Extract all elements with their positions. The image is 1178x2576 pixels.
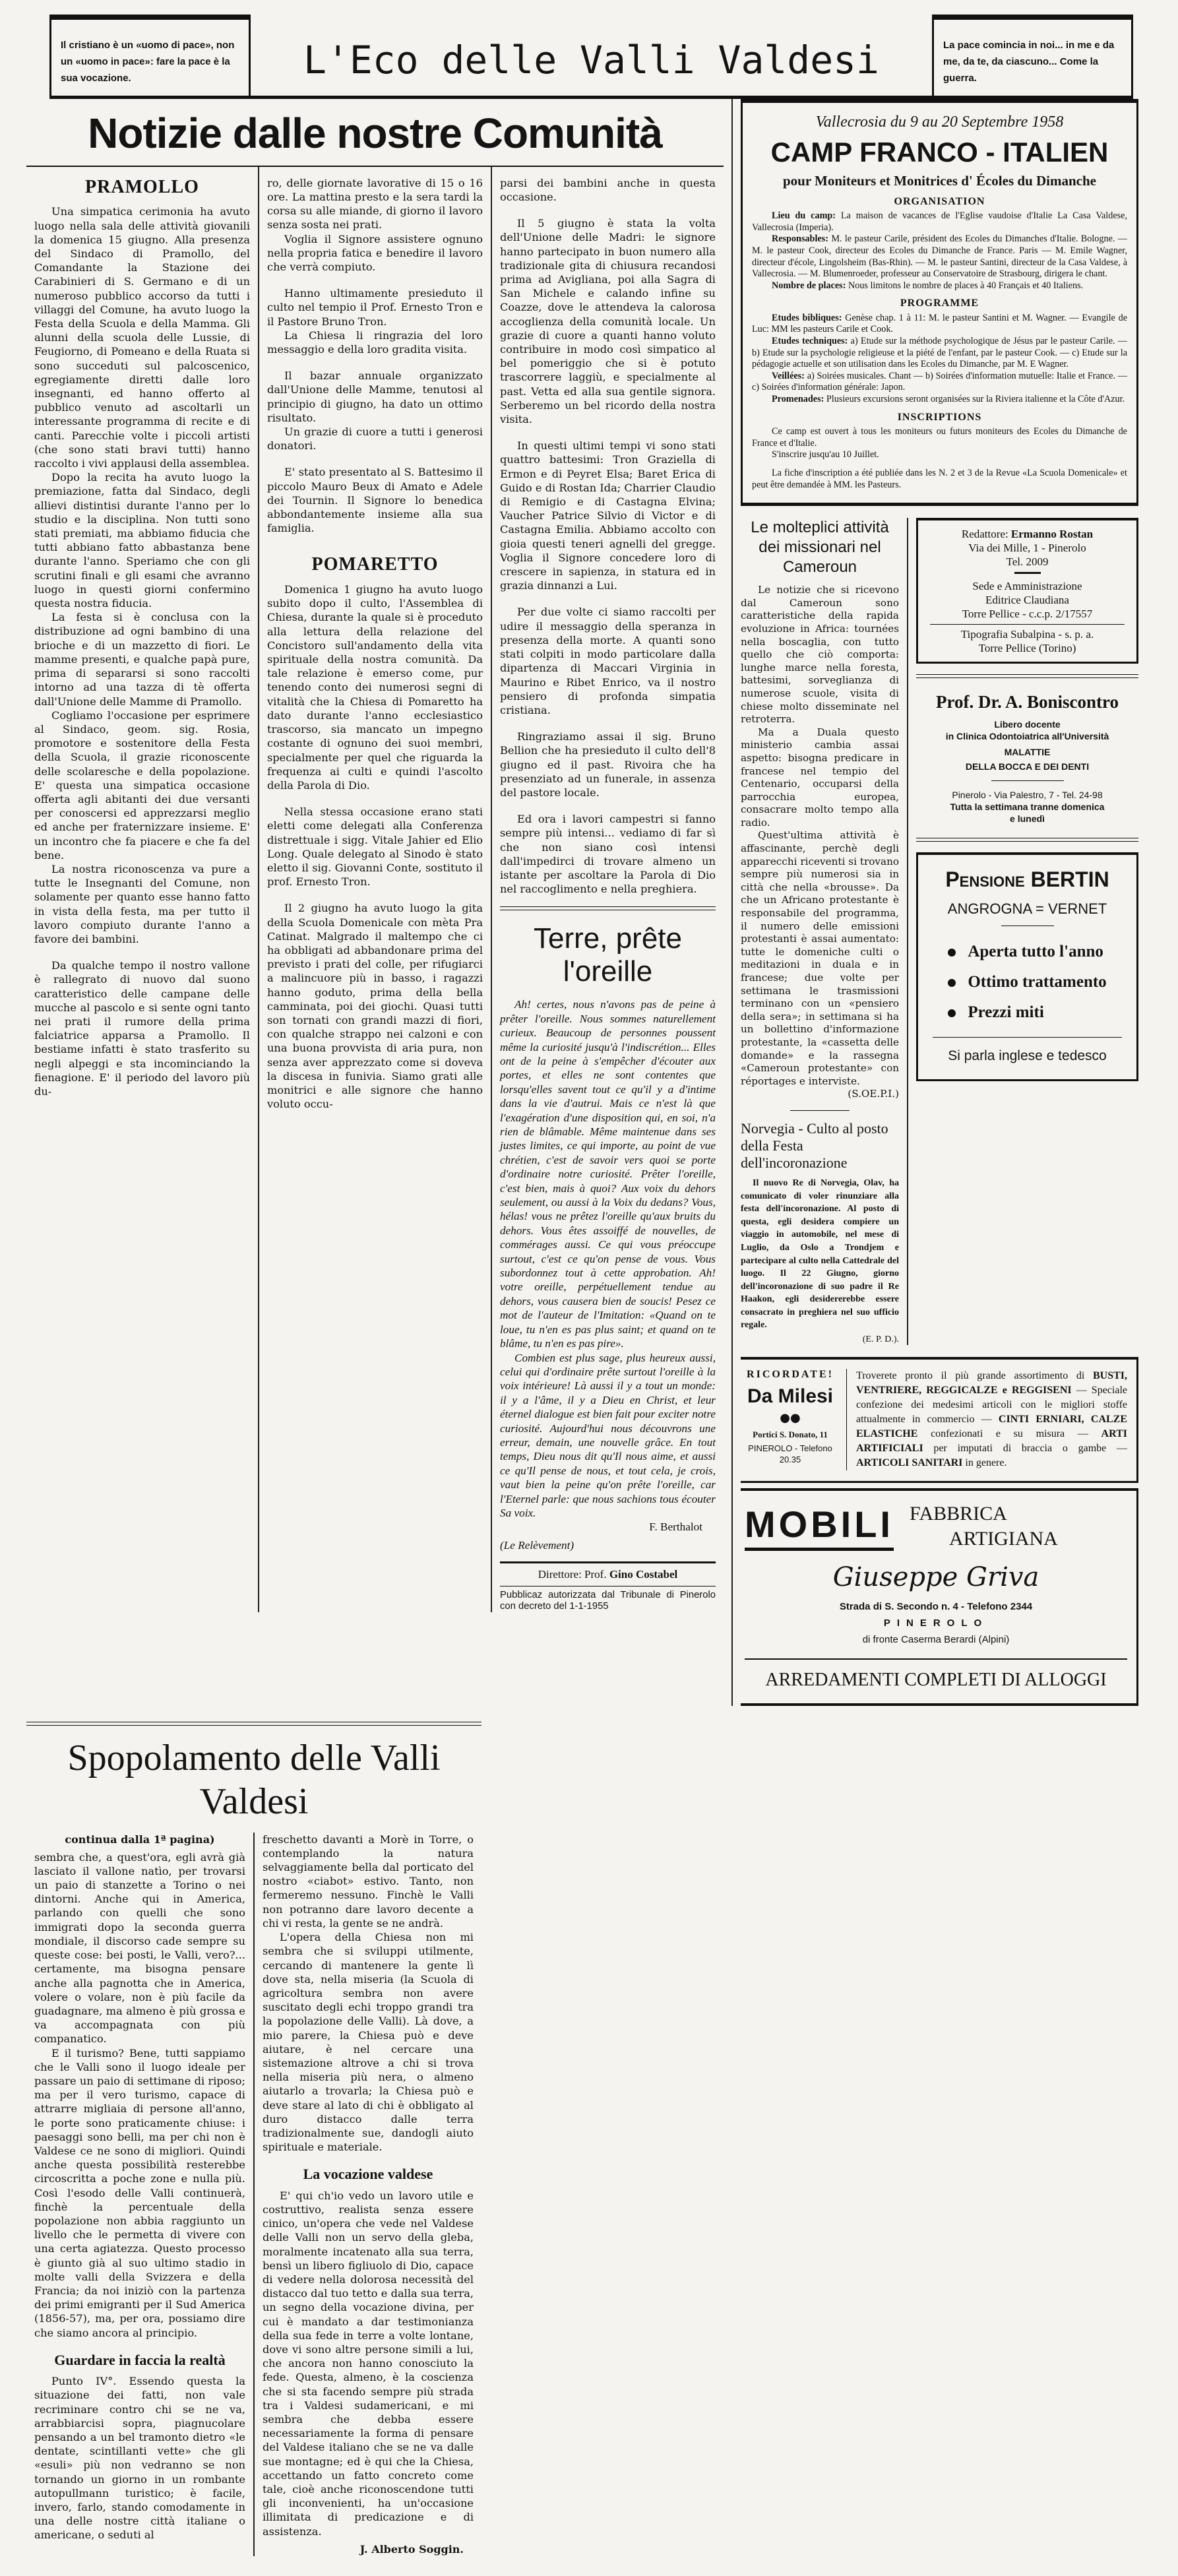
terre-title — [500, 922, 716, 988]
boniscontro-line-4: DELLA BOCCA E DEI DENTI — [965, 761, 1090, 772]
bertin-place: ANGROGNA = VERNET — [947, 900, 1107, 917]
pramollo-continued — [258, 167, 491, 1612]
spopolamento-section — [26, 1722, 724, 2556]
mobili-landmark: di fronte Caserma Berardi (Alpini) — [862, 1634, 1010, 1646]
redazione-editrice: Editrice Claudiana — [985, 594, 1069, 607]
milesi-name: Da Milesi — [747, 1385, 834, 1408]
camp-item-label: Nombre de places: — [772, 280, 846, 291]
camp-item — [752, 394, 1127, 406]
camp-item — [752, 336, 1127, 371]
milesi-product: ARTICOLI SANITARI — [856, 1457, 963, 1469]
paragraph: ro, delle giornate lavorative di 15 o 16 ore. La mattina presto e la sera tardi la corsa su alle miande, di giorno il lavoro senza sosta nei prati. — [267, 176, 483, 232]
paragraph: Un grazie di cuore a tutti i generosi donatori. — [267, 425, 483, 453]
legal-notice: Pubblicaz autorizzata dal Tribunale di Pinerolo con decreto del 1-1-1955 — [500, 1590, 716, 1612]
milesi-text: in genere. — [962, 1457, 1007, 1469]
spopolamento-col1 — [26, 1833, 253, 2556]
community-news-columns — [26, 167, 724, 1612]
redazione-tipografia-city: Torre Pellice (Torino) — [978, 642, 1076, 655]
masthead-left-quote: Il cristiano è un «uomo di pace», non un «uomo in pace»: fare la pace è la sua vocazione. — [61, 40, 235, 84]
cameroun-norvegia-column — [741, 518, 908, 1345]
ornament-dots: ●● — [780, 1411, 801, 1426]
paragraph: Dopo la recita ha avuto luogo la premiazione, fatta dal Sindaco, degli allievi distintisi durante l'anno per lo studio e la disciplina. Non tutti sono stati premiati, ma abbiamo fiducia che tutti abbiano fatto abbastanza bene durante l'anno. Speriamo che con gli scrutini finali e gli esami che avranno luogo in questi giorni confermino questa nostra fiducia. — [34, 471, 250, 610]
bullet-icon — [948, 1009, 956, 1017]
paragraph: Ringraziamo assai il sig. Bruno Bellion che ha presieduto il culto dell'8 giugno ed il past. Rivoira che ha presenziato ad un funerale, in assenza del pastore locale. — [500, 730, 716, 799]
divider — [933, 1037, 1122, 1038]
terre-title-line-2: l'oreille — [563, 955, 653, 988]
camp-box — [741, 99, 1138, 506]
spopolamento-col2 — [253, 1833, 481, 2556]
section-heading-pramollo: PRAMOLLO — [85, 176, 199, 197]
divider — [745, 1658, 1127, 1660]
bertin-feature — [948, 937, 1106, 967]
redattore-label: Redattore: — [961, 528, 1008, 541]
camp-details — [752, 196, 1127, 491]
paragraph: Combien est plus sage, plus heureux aussi, celui qui d'ordinaire prête surtout l'oreille à la voix intérieure! Là aussi il y a tout un monde: il y a l'âme, il y a Dieu en Christ, et leur éternel dialogue est bien fait pour exciter notre curiosité. Aujourd'hui nous découvrons une erreur, demain, une nouvelle grâce. En tout temps, Dieu nous dit qu'Il nous aime, et aussi ce qu'Il pense de nous, et tout cela, je crois, vaut bien la peine qu'on prête l'oreille, car l'Eternel parle: que nous sachions tous écouter Sa voix. — [500, 1351, 716, 1519]
camp-item — [752, 313, 1127, 336]
bertin-features — [948, 937, 1106, 1028]
paragraph: Voglia il Signore assistere ognuno nella propria fatica e benedire il lavoro che verrà compiuto. — [267, 232, 483, 274]
short-rule — [790, 1110, 850, 1111]
boniscontro-address: Pinerolo - Via Palestro, 7 - Tel. 24-98 — [952, 789, 1103, 800]
camp-item-text: Plusieurs excursions seront organisées sur la Riviera italienne et la Côte d'Azur. — [824, 394, 1125, 405]
paragraph: Hanno ultimamente presieduto il culto nel tempio il Prof. Ernesto Tron e il Pastore Bruno Tron. — [267, 287, 483, 328]
divider — [991, 780, 1064, 781]
terre-source: (Le Relèvement) — [500, 1538, 574, 1552]
mobili-tag-1: FABBRICA — [909, 1503, 1007, 1525]
milesi-product: CINTI ERNIARI, CALZE ELASTICHE — [856, 1414, 1128, 1440]
bertin-name-b: BERTIN — [1030, 867, 1109, 891]
camp-item — [752, 371, 1127, 394]
bertin-feature-text: Ottimo trattamento — [968, 972, 1107, 991]
camp-item-label: Lieu du camp: — [772, 210, 836, 222]
spopolamento-title: Spopolamento delle Valli Valdesi — [67, 1737, 441, 1822]
divider — [930, 624, 1125, 625]
paragraph: La Chiesa li ringrazia del loro messaggio e della loro gradita visita. — [267, 329, 483, 356]
mobili-ad-box — [741, 1488, 1138, 1706]
paragraph: L'opera della Chiesa non mi sembra che si sviluppi utilmente, cercando di mantenere la gente lì dove sta, nella miseria (la Scuola di agricoltura sembra non avere suscitato degli echi troppo grandi tra la popolazione delle Valli). Là dove, a mio parere, la Chiesa può e deve aiutare, è nel cercare una sistemazione altrove a chi si trova nella miseria più nera, o almeno aiutarlo a trovarla; la Chiesa può e deve stare al lato di chi è obbligato al duro distacco dalle terra tradizionalmente sue, dandogli aiuto spirituale e materiale. — [263, 1931, 474, 2154]
norvegia-source: (E. P. D.). — [862, 1335, 899, 1345]
mobili-tag-2: ARTIGIANA — [948, 1528, 1058, 1550]
paragraph: La nostra riconoscenza va pure a tutte le Insegnanti del Comune, non solamente per quanto esse hanno fatto in vista della festa, ma per tutto il lavoro compiuto durante l'anno a favore dei bambini. — [34, 862, 250, 945]
paragraph: parsi dei bambini anche in questa occasione. — [500, 176, 716, 203]
cameroun-title — [741, 518, 899, 577]
paragraph: Ed ora i lavori campestri si fanno sempre più intensi... vediamo di far sì che non siano così intensi dall'impedirci di trovare almeno un istante per ascoltare la Parola di Dio nel raccoglimento e nella preghiera. — [500, 813, 716, 896]
redattore-name: Ermanno Rostan — [1010, 528, 1094, 541]
milesi-left — [741, 1369, 847, 1470]
spopolamento-author: J. Alberto Soggin. — [359, 2542, 464, 2556]
camp-subtitle: pour Moniteurs et Monitrices d' Écoles du Dimanche — [782, 173, 1096, 189]
redazione-address: Via dei Mille, 1 - Pinerolo — [968, 542, 1086, 555]
paragraph: Da qualche tempo il nostro vallone è rallegrato di nuovo dal suono caratteristico delle campane delle mucche al pascolo e si sente ogni tanto nei prati il rumore della prima falciatrice apparsa a Pramollo. Il bestiame infatti è stato trasferito su negli alpeggi e sta incominciando la fienagione. E' il periodo del lavoro più du- — [34, 959, 250, 1098]
boniscontro-hours-2: e lunedì — [1010, 813, 1045, 824]
paragraph: La fiche d'inscription a été publiée dans les N. 2 et 3 de la Revue «La Scuola Domenicale» et peut être demandée à MM. les Pasteurs. — [752, 468, 1127, 490]
masthead-right-quote-box — [932, 15, 1133, 96]
milesi-city-phone: PINEROLO - Telefono 20.35 — [748, 1443, 832, 1465]
double-rule — [916, 838, 1138, 842]
boniscontro-line-2: in Clinica Odontoiatrica all'Università — [945, 730, 1109, 741]
newspaper-title: L'Eco delle Valli Valdesi — [303, 38, 879, 82]
paragraph: E' stato presentato al S. Battesimo il piccolo Mauro Beux di Amato e Adele dei Tournin. Il Signore lo benedica abbondantemente insieme alla sua famiglia. — [267, 466, 483, 535]
boniscontro-hours-1: Tutta la settimana tranne domenica — [950, 801, 1105, 812]
camp-item-text: La maison de vacances de l'Eglise vaudoise d'Italie La Casa Valdese, Vallecrosia (Imperia). — [752, 210, 1128, 233]
bullet-icon — [948, 949, 956, 957]
double-rule — [500, 906, 716, 910]
paragraph: Per due volte ci siamo raccolti per udire il messaggio della speranza in presenza della morte. A quanti sono stati colpiti in modo particolare dalla dipartenza di Maccari Virginia in Maurino e Ribet Enrico, va il nostro pensiero di profonda simpatia cristiana. — [500, 606, 716, 716]
paragraph: Ce camp est ouvert à tous les moniteurs ou futurs moniteurs des Ecoles du Dimanche de France et d'Italie. — [752, 426, 1127, 449]
camp-item-text: a) Etude sur la méthode psychologique de Jésus par le pasteur Carile. — b) Etude sur la psychologie religieuse et la piété de l'enfant, par le pasteur Cook. — c) Etude sur la pédagogie actuelle et son utilisation dans les Ecoles du Dimanche, par M. E Wagner. — [752, 336, 1127, 370]
mobili-slogan: ARREDAMENTI COMPLETI DI ALLOGGI — [765, 1670, 1107, 1691]
terre-article — [500, 997, 716, 1552]
masthead-right-quote: La pace comincia in noi... in me e da me, da te, da ciascuno... Come la guerra. — [943, 40, 1115, 84]
paragraph: Ah! certes, nous n'avons pas de peine à prêter l'oreille. Nous sommes naturellement curieux. Beaucoup de personnes poussent même la curiosité jusqu'à l'indiscrétion... Elles ont de la peine à s'empêcher d'écouter aux portes, et elles ne sont contentes que lorsqu'elles savent tout ce qu'il y a d'intime dans la vie d'autrui. Mais ce n'est là que l'exagération d'une disposition qui, en soi, n'a rien de blâmable. Même maintenue dans ses justes limites, ce qui importe, au point de vue chrétien, c'est de savoir vers quoi se porte d'ordinaire notre curiosité. Prêter l'oreille, c'est bien, mais à quoi? Aux voix du dehors seulement, ou aussi à la Voix du dedans? Vous, hélas! vous ne prêtez l'oreille qu'aux bruits du dehors. Vous êtes assoiffé de nouvelles, de commérages aussi. Ce qui vous préoccupe surtout, c'est ce qu'on pense de vous. Vous subordonnez tout à cette approbation. Ah! votre oreille, perpétuellement tendue au dehors, vous causera bien de soucis! Pesez ce mot de l'auteur de l'Imitation: «Quand on te loue, tu n'en es pas plus saint; et quand on te blâme, tu n'en es pas pire». — [500, 998, 716, 1350]
camp-item-label: Veillées: — [772, 370, 805, 381]
mobili-tags — [910, 1501, 1058, 1552]
paragraph: Quest'ultima attività è affascinante, perchè degli apparecchi riceventi si trovano sempre più numerosi sia in città che nella «brousse». Da che un Africano protestante è responsabile del programma, il numero delle emissioni protestanti è assai aumentato: tutte le domeniche culti o meditazioni in duala e in francese; due volte per settimana le trasmissioni terminano con un «pensiero della sera»; in settimana si ha un bollettino d'informazione protestante, la «cassetta delle domande» e la rassegna «Cameroun protestante» con réportages e interviste. — [741, 829, 899, 1087]
milesi-text: per imputati di braccia o gambe — — [923, 1443, 1127, 1455]
milesi-kicker: RICORDATE! — [747, 1369, 834, 1381]
direttore-label: Direttore: Prof. — [538, 1568, 607, 1581]
left-zone — [26, 99, 724, 1612]
subheading-guardare: Guardare in faccia la realtà — [54, 2351, 226, 2368]
boniscontro-ad — [916, 689, 1138, 827]
terre-title-line-1: Terre, prête — [534, 922, 682, 955]
spopolamento-columns — [26, 1833, 481, 2556]
right-columns — [741, 518, 1138, 1345]
redazione-sede: Sede e Amministrazione — [972, 580, 1082, 593]
mobili-owner-signature: Giuseppe Griva — [832, 1562, 1039, 1593]
redazione-tipografia: Tipografia Subalpina - s. p. a. — [960, 628, 1094, 641]
bertin-feature — [948, 997, 1106, 1028]
right-zone — [731, 99, 1138, 1706]
boniscontro-line-3: MALATTIE — [1004, 746, 1051, 757]
bertin-feature-text: Aperta tutto l'anno — [968, 942, 1103, 960]
milesi-text: — Speciale confezione dei medesimi articoli con le migliori stoffe attualmente in commercio — — [856, 1385, 1127, 1426]
bertin-name — [926, 867, 1129, 892]
subheading-vocazione: La vocazione valdese — [303, 2166, 433, 2183]
norvegia-title: Norvegia - Culto al posto della Festa dell'incoronazione — [741, 1119, 888, 1171]
bertin-box — [916, 852, 1138, 1081]
camp-title: CAMP FRANCO - ITALIEN — [770, 137, 1109, 168]
direttore-line — [500, 1563, 716, 1586]
milesi-text: Troverete pronto il più grande assortimento di — [856, 1370, 1093, 1382]
bullet-icon — [948, 979, 956, 987]
paragraph: Ma a Duala questo ministerio cambia assai aspetto: bisogna predicare in francese nel tempio del Centenario, occuparsi della parrocchia europea, consacrare molto tempo alla radio. — [741, 726, 899, 829]
boniscontro-line-1: Libero docente — [994, 718, 1061, 730]
main-headline: Notizie dalle nostre Comunità — [26, 99, 724, 167]
camp-item — [752, 280, 1127, 292]
inscriptions-heading: INSCRIPTIONS — [897, 411, 982, 423]
cameroun-title-line-2: dei missionari nel Cameroun — [759, 538, 881, 577]
bertin-feature-text: Prezzi miti — [968, 1003, 1044, 1021]
paragraph: Il 5 giugno è stata la volta dell'Unione delle Madri: le signore hanno partecipato in buon numero alla tradizionale gita di chiusura recandosi prima ad Avigliana, poi alla Sagra di San Michele e calando infine su Coazze, dove le attendeva la calorosa accoglienza della comunità locale. Un grazie di cuore a quanti hanno voluto contribuire in modo così simpatico al bel pomeriggio che si è potuto trascorrere laggiù, e specialmente al past. Vetta ed alla sua gentile signora. Serberemo un bel ricordo della nostra visita. — [500, 217, 716, 426]
double-rule — [26, 1722, 481, 1726]
cameroun-source: (S.OE.P.I.) — [848, 1088, 899, 1100]
bertin-languages: Si parla inglese e tedesco — [948, 1048, 1107, 1063]
norvegia-text: Il nuovo Re di Norvegia, Olav, ha comunicato di voler rinunziare alla festa dell'incoronazione. Al posto di questa, egli desidera compiere un viaggio in automobile, nel mese di Luglio, da Oslo a Trondjem e partecipare al culto nella Cattedrale del luogo. Il 22 Giugno, giorno dell'incoronazione di suo padre il Re Haakon, egli desidererebbe essere consacrato in preghiera nel suo ufficio regale. — [741, 1178, 899, 1331]
milesi-body — [847, 1369, 1127, 1470]
terre-author: F. Berthalot — [649, 1521, 702, 1534]
double-rule — [916, 674, 1138, 678]
pomaretto-and-terre-column — [491, 167, 724, 1612]
paragraph: Una simpatica cerimonia ha avuto luogo nella sala delle attività giovanili la domenica 15 giugno. Alla presenza del Sindaco di Pramollo, del Comandante la Stazione dei Carabinieri di S. Germano e di un numeroso pubblico accorso da tutti i villaggi del Comune, ha avuto luogo la Festa della Scuola e della Mamma. Gli alunni della scuola delle Lussie, di Feugiorno, di Pomeano e della Ruata si sono succeduti sul palcoscenico, egregiamente diretti dalle loro insegnanti, ed hanno offerto al pubblico venuto ad ascoltarli un interessante programma di recite e di canti. Parecchie volte i piccoli artisti (che sono stati bravi tutti) hanno raccolto i vivi applausi della assemblea. — [34, 205, 250, 470]
direttore-name: Gino Costabel — [609, 1568, 678, 1581]
ornament-dash — [1014, 572, 1041, 574]
paragraph: S'inscrire jusqu'au 10 Juillet. — [772, 449, 879, 460]
redazione-box — [916, 518, 1138, 664]
mobili-header — [745, 1501, 1127, 1552]
paragraph: La festa si è conclusa con la distribuzione ad ogni bambino di una brioche e di un mazzetto di fiori. Le mamme presenti, e qualche papà pure, prima di separarsi si sono raccolti intorno ad una tazza di tè offerta dall'Unione delle Mamme di Pramollo. — [34, 611, 250, 708]
pomaretto-continued — [500, 176, 716, 896]
masthead-left-quote-box — [49, 15, 251, 96]
milesi-product: ARTI ARTIFICIALI — [856, 1428, 1127, 1455]
redazione-tel: Tel. 2009 — [1006, 555, 1049, 569]
boniscontro-name: Prof. Dr. A. Boniscontro — [935, 692, 1119, 712]
paragraph: E il turismo? Bene, tutti sappiamo che le Valli sono il luogo ideale per passare un paio di settimane di riposo; ma per il vero turismo, capace di attrarre migliaia di persone all'anno, le porte sono praticamente chiuse: i paesaggi sono belli, ma per chi non è Valdese ce ne sono di migliori. Quindi anche questa possibilità resterebbe circoscritta a poche zone e nulla più. Così l'esodo delle Valli continuerà, finchè la percentuale della popolazione non abbia raggiunto un livello che le permetta di vivere con una certa agiatezza. Questo processo è giunto già al suo ultimo stadio in molte valli della Svizzera e della Francia; da noi iniziò con la partenza dei primi emigranti per il Sud America (1856-57), ma, per ora, possiamo dire che siamo ancora al principio. — [34, 2046, 245, 2339]
camp-dateline: Vallecrosia du 9 au 20 Septembre 1958 — [815, 113, 1064, 131]
camp-item-text: Nous limitons le nombre de places à 40 Français et 40 Italiens. — [846, 280, 1084, 291]
paragraph: Punto IV°. Essendo questa la situazione dei fatti, non vale recriminare contro chi se ne va, arrabbiarcisi sopra, piagnucolare pensando a un bel tramonto dietro «le dentate, scintillanti vette» che gli «esuli» più non vedranno se non tornando un giorno in un rombante autopullmann turistico; è facile, invero, farlo, stando comodamente in una delle nostre città italiane o americane, o seduti al — [34, 2375, 245, 2542]
organisation-heading: ORGANISATION — [894, 195, 985, 207]
paragraph: Nella stessa occasione erano stati eletti come delegati alla Conferenza distrettuale i sigg. Vitale Jahier ed Elio Long. Quale delegato al Sinodo è stato eletto il sig. Giovanni Conte, sostituto il prof. Ernesto Tron. — [267, 805, 483, 889]
paragraph: sembra che, a quest'ora, egli avrà già lasciato il vallone natìo, per trovarsi un paio di stanzette a Torino o nei dintorni. Anche qui in America, parlando con quelli che sono immigrati dopo la seconda guerra mondiale, il discorso cade sempre su queste cose: bei posti, le Valli, vero?... certamente, ma bisogna pensare anche alla pagnotta che in America, volere o volare, non è più facile da guadagnare, ma almeno è più grossa e va accompagnata con più companatico. — [34, 1850, 245, 2046]
camp-item-text: Genèse chap. 1 à 11: M. le pasteur Santini et M. Wagner. — Evangile de Luc: MM les pasteurs Carile et Cook. — [752, 312, 1127, 335]
milesi-address: Portici S. Donato, 11 — [753, 1429, 828, 1440]
camp-item-text: M. le pasteur Carile, président des Ecoles du Dimanches d'Italie. Bologne. — M. le pasteur Cook, directeur des Ecoles du Dimanche de France. Paris — M. Emile Wagner, directeur d'école, Lingolsheim (Bas-Rhin). — M. le pasteur Santini, directeur de la Casa Valdese, à Vallecrosia. — M. Blumenroeder, professeur au Conservatoire de Strasbourg, dirigera le chant. — [752, 234, 1127, 280]
redattore-line — [923, 527, 1131, 541]
programme-heading: PROGRAMME — [900, 298, 979, 309]
camp-item-text: a) Soirées musicales. Chant — b) Soirées d'information mutuelle: Italie et France. — c) Soirées d'information générale: Japon. — [752, 370, 1127, 393]
camp-item-label: Promenades: — [772, 394, 824, 405]
cameroun-article — [741, 584, 899, 1101]
redazione-ccp: Torre Pellice - c.c.p. 2/17557 — [962, 608, 1093, 621]
paragraph: E' qui ch'io vedo un lavoro utile e costruttivo, realista senza essere cinico, un'opera che vede nel Valdese delle Valli non un servo della gleba, moralmente incatenato alla sua terra, bensì un libero figliuolo di Dio, capace di vedere nella dolorosa necessità del distacco dal tuo tetto e dalla sua terra, un segno della vocazione divina, per cui è mandato a dar testimonianza della sua fede in terre a volte lontane, dove vi sono altre persone simili a lui, che ancora non hanno conosciuto la fede. Questa, almeno, è la coscienza che si sta facendo sempre più strada tra i Valdesi sudamericani, e mi sembra che debba essere necessariamente la forma di pensare del Valdese italiano che se ne va dalle sue montagne; ed è qui che la Chiesa, accettando un fatto concreto come tale, cioè anche riconoscendone tutti gli inconvenienti, ha un'occasione illimitata di predicazione e di assistenza. — [263, 2189, 474, 2538]
continued-note: continua dalla 1ª pagina) — [65, 1833, 215, 1846]
paragraph: freschetto davanti a Morè in Torre, o contemplando la natura selvaggiamente bella dal porticato del nostro «ciabot» estivo. Tanto, non fermeremo nessuno. Finchè le Valli non potranno dare lavoro decente a chi vi resta, la gente se ne andrà. — [263, 1833, 474, 1930]
camp-item — [752, 234, 1127, 280]
mobili-brand: MOBILI — [745, 1501, 894, 1551]
camp-item-label: Etudes techniques: — [772, 336, 848, 347]
paragraph: Le notizie che si ricevono dal Cameroun sono caratteristiche della rapida evoluzione in Africa: tournées nella boscaglia, con tutto quello che ciò comporta: lunghe marce nella foresta, battesimi, sorveglianza di numerose scuole, visita di chiese molto disseminate nel retroterra. — [741, 584, 899, 726]
bertin-feature — [948, 967, 1106, 997]
paragraph: Il bazar annuale organizzato dall'Unione delle Mamme, tenutosi al principio di giugno, ha dato un ottimo risultato. — [267, 369, 483, 424]
paragraph: Cogliamo l'occasione per esprimere al Sindaco, geom. sig. Rosia, promotore e sostenitore della Festa della Scuola, il grazie riconoscente delle scolaresche e della popolazione. E' questa una simpatica occasione offerta agli abitanti dei due versanti per conoscersi ed apprezzarsi meglio ed anche per fraternizzare insieme. E' un incontro che fa piacere e che fa del bene. — [34, 708, 250, 862]
milesi-product: BUSTI, VENTRIERE, REGGICALZE e REGGISENI — [856, 1370, 1127, 1397]
milesi-ad-box — [741, 1357, 1138, 1483]
camp-item-label: Responsables: — [772, 234, 828, 245]
pramollo-article — [26, 167, 258, 1612]
paragraph: Domenica 1 giugno ha avuto luogo subito dopo il culto, l'Assemblea di Chiesa, durante la quale si è proceduto alla lettura della relazione del Concistoro sull'andamento della vita spirituale della nostra comunità. Da tale relazione è emerso come, pur tenendo conto dei numerosi segni di vitalità che la Chiesa di Pomaretto ha dato durante l'anno ecclesiastico trascorso, sia mancato un impegno costante di ognuno dei suoi membri, specialmente per quel che riguarda la frequenza ai culti e quindi l'ascolto della Parola di Dio. — [267, 583, 483, 792]
bertin-name-a: Pensione — [945, 867, 1025, 891]
paragraph: Il 2 giugno ha avuto luogo la gita della Scuola Domenicale con mèta Pra Catinat. Malgrado il maltempo che ci ha obbligati ad abbandonare prima del previsto i prati del colle, per rifugiarci a malincuore più in basso, i ragazzi hanno goduto, prima della bella camminata, poi dei giochi. Quasi tutti son tornati con grandi mazzi di fiori, con qualche strappo nei calzoni e con una buona provvista di aria pura, non senza aver apprezzato come si doveva la discesa in funivia. Siamo grati alle monitrici e alle signore che hanno voluto occu- — [267, 902, 483, 1111]
page-body — [26, 99, 1138, 1706]
camp-item-label: Etudes bibliques: — [772, 312, 842, 323]
mobili-address: Strada di S. Secondo n. 4 - Telefono 2344 — [839, 1601, 1033, 1613]
section-heading-pomaretto: POMARETTO — [311, 554, 439, 575]
milesi-text: confezionati e su misura — — [917, 1428, 1101, 1440]
ads-column — [908, 518, 1138, 1081]
masthead — [49, 15, 1133, 99]
camp-item — [752, 210, 1127, 234]
cameroun-title-line-1: Le molteplici attività — [751, 518, 889, 537]
paragraph: In questi ultimi tempi vi sono stati quattro battesimi: Tron Graziella di Ermon e di Peyret Elsa; Baret Erica di Guido e di Rostan Ida; Charrier Claudio di Remigio e di Castagna Elvina; Vaucher Patrice Silvio di Victor e di Castagna Emilia. Abbiamo accolto con gioia questi teneri agnelli del gregge. Voglia il Signore concedere loro di crescere in sapienza, in statura ed in grazia dinnanzi a Lui. — [500, 439, 716, 592]
mobili-city: PINEROLO — [883, 1618, 989, 1629]
